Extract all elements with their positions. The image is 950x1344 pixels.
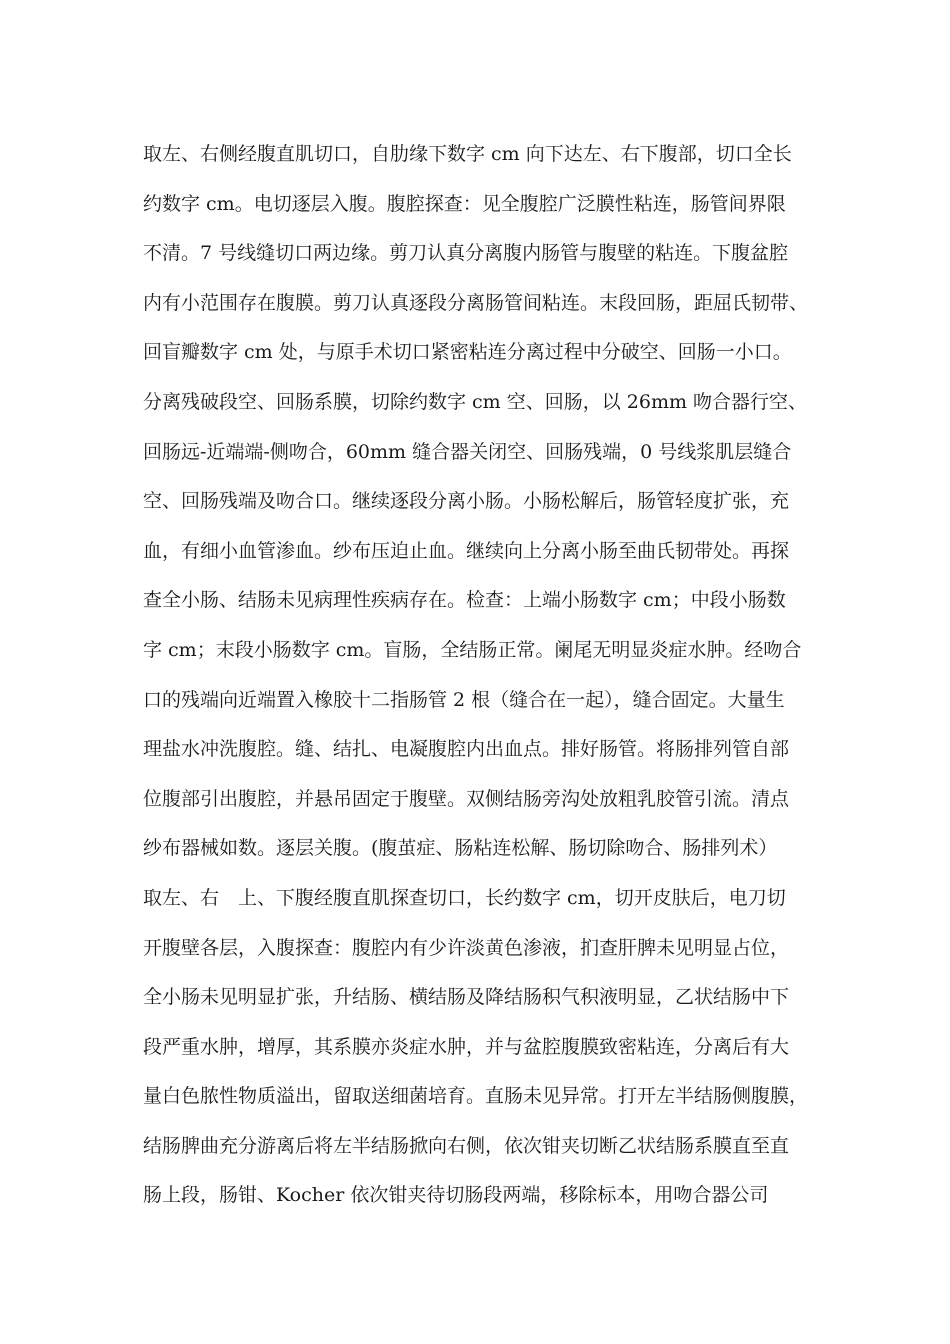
text-line: 内有小范围存在腹膜。剪刀认真逐段分离肠管间粘连。末段回肠，距屈氏韧带、: [143, 291, 809, 314]
text-line: 查全小肠、结肠未见病理性疾病存在。检查：上端小肠数字 cm；中段小肠数: [143, 589, 786, 612]
text-line: 空、回肠残端及吻合口。继续逐段分离小肠。小肠松解后，肠管轻度扩张，充: [143, 490, 790, 513]
text-line: 开腹壁各层，入腹探查：腹腔内有少许淡黄色渗液，扪查肝脾未见明显占位，: [143, 936, 790, 959]
text-line: 纱布器械如数。逐层关腹。(腹茧症、肠粘连松解、肠切除吻合、肠排列术）: [143, 837, 778, 860]
text-line: 肠上段，肠钳、Kocher 依次钳夹待切肠段两端，移除标本，用吻合器公司: [143, 1184, 769, 1207]
text-line: 约数字 cm。电切逐层入腹。腹腔探查：见全腹腔广泛膜性粘连，肠管间界限: [143, 192, 786, 215]
text-line: 分离残破段空、回肠系膜，切除约数字 cm 空、回肠，以 26mm 吻合器行空、: [143, 390, 808, 413]
text-line: 全小肠未见明显扩张，升结肠、横结肠及降结肠积气积液明显，乙状结肠中下: [143, 986, 790, 1009]
text-line: 位腹部引出腹腔，并悬吊固定于腹壁。双侧结肠旁沟处放粗乳胶管引流。清点: [143, 787, 790, 810]
text-line: 段严重水肿，增厚，其系膜亦炎症水肿，并与盆腔腹膜致密粘连，分离后有大: [143, 1035, 790, 1058]
text-line: 取左、右 上、下腹经腹直肌探查切口，长约数字 cm，切开皮肤后，电刀切: [143, 886, 786, 909]
text-line: 回肠远-近端端-侧吻合，60mm 缝合器关闭空、回肠残端，0 号线浆肌层缝合: [143, 440, 792, 463]
text-line: 字 cm；末段小肠数字 cm。盲肠，全结肠正常。阑尾无明显炎症水肿。经吻合: [143, 638, 802, 661]
text-line: 不清。7 号线缝切口两边缘。剪刀认真分离腹内肠管与腹壁的粘连。下腹盆腔: [143, 242, 789, 265]
text-line: 理盐水冲洗腹腔。缝、结扎、电凝腹腔内出血点。排好肠管。将肠排列管自部: [143, 738, 790, 761]
body-text: [143, 130, 823, 1221]
text-line: 口的残端向近端置入橡胶十二指肠管 2 根（缝合在一起），缝合固定。大量生: [143, 688, 785, 711]
text-line: 结肠脾曲充分游离后将左半结肠掀向右侧，依次钳夹切断乙状结肠系膜直至直: [143, 1134, 790, 1157]
text-line: 量白色脓性物质溢出，留取送细菌培育。直肠未见异常。打开左半结肠侧腹膜，: [143, 1085, 809, 1108]
text-line: 取左、右侧经腹直肌切口，自肋缘下数字 cm 向下达左、右下腹部，切口全长: [143, 143, 792, 165]
text-line: 回盲瓣数字 cm 处，与原手术切口紧密粘连分离过程中分破空、回肠一小口。: [143, 341, 792, 364]
text-line: 血，有细小血管渗血。纱布压迫止血。继续向上分离小肠至曲氏韧带处。再探: [143, 539, 790, 562]
